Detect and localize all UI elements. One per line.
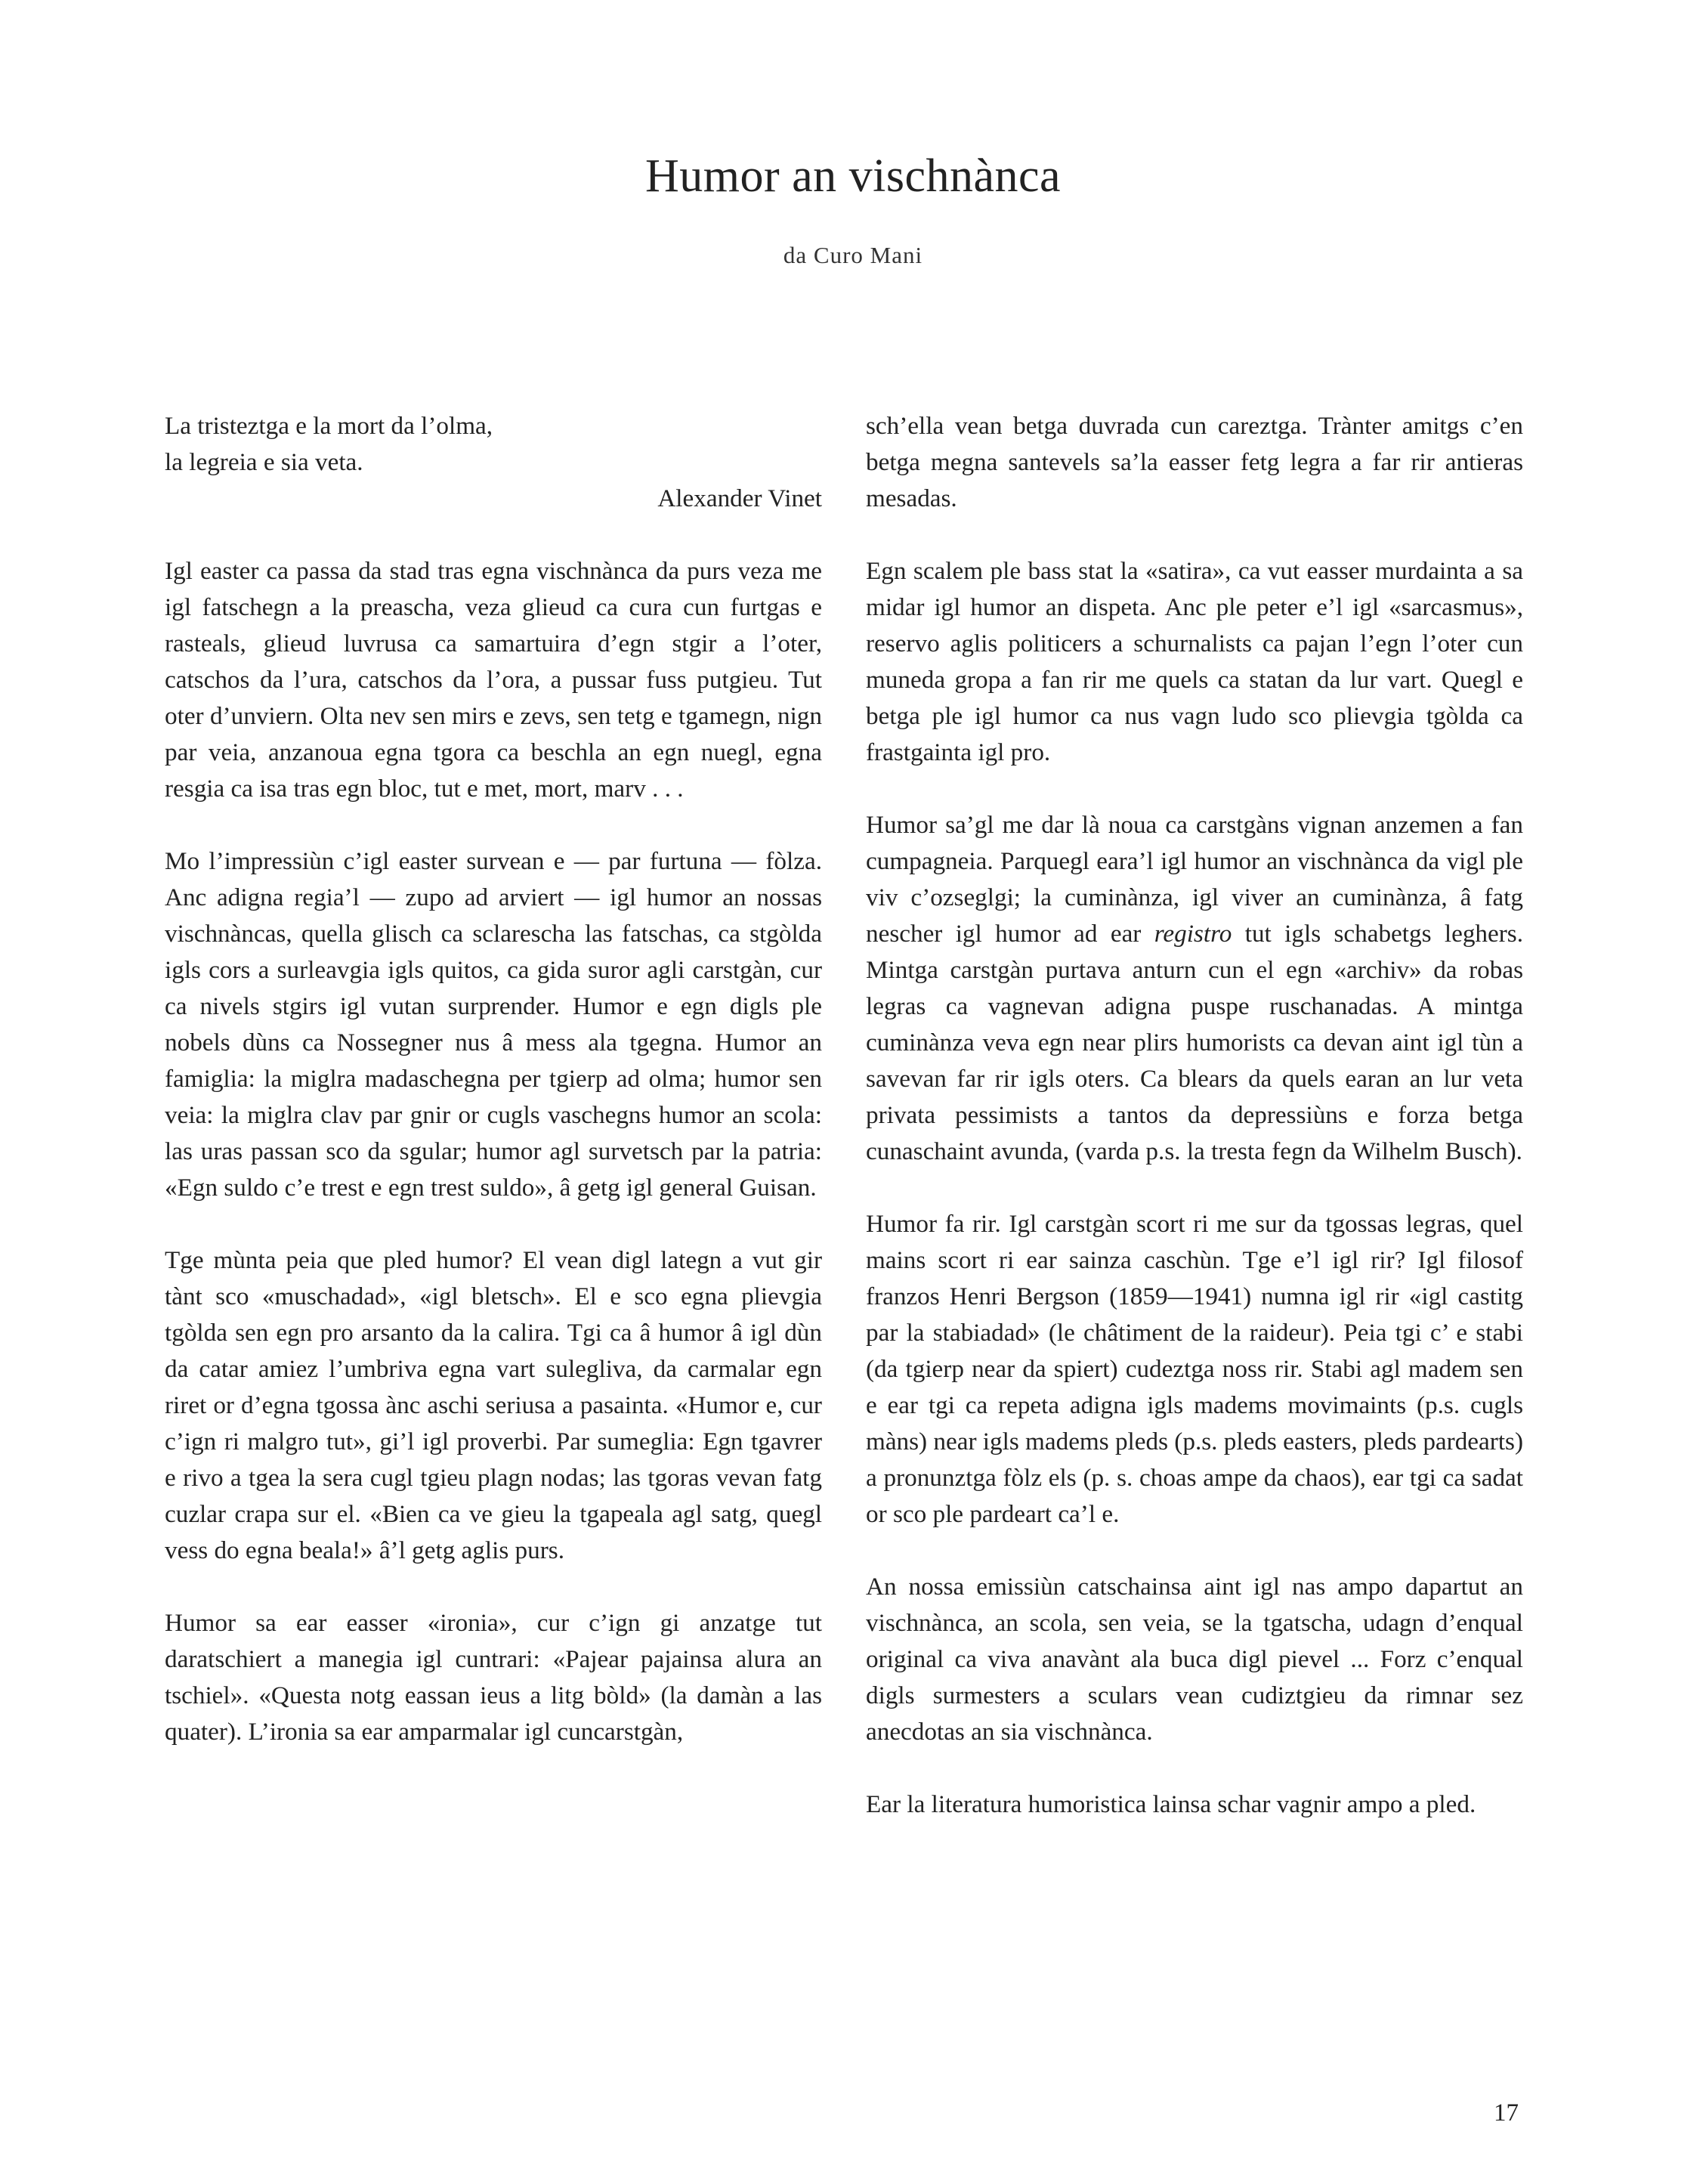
paragraph: sch’ella vean betga duvrada cun careztga. Trànter amitgs c’en betga megna santevels sa’la easser fetg legra a far rir antieras mesadas. <box>866 412 1523 512</box>
paragraph: Tge mùnta peia que pled humor? El vean digl lategn a vut gir tànt sco «muschadad», «igl bletsch». El e sco egna plievgia tgòlda sen egn pro arsanto da la calira. Tgi ca â humor â igl dùn da catar amiez l’umbriva egna vart sulegliva, da carmalar egn riret or d’egna tgossa ànc aschi seriusa a pasainta. «Humor e, cur c’ign ri malgro tut», gi’l igl proverbi. Par sumeglia: Egn tgavrer e rivo a tgea la sera cugl tgieu plagn nodas; las tgoras vevan fatg cuzlar crapa sur el. «Bien ca ve gieu la tgapeala agl satg, quegl vess do egna beala!» â’l getg aglis purs. <box>165 1246 822 1564</box>
emphasis-text: registro <box>1154 920 1232 948</box>
paragraph: Humor fa rir. Igl carstgàn scort ri me sur da tgossas legras, quel mains scort ri ear sainza caschùn. Tge e’l igl rir? Igl filosof franzos Henri Bergson (1859—1941) numna igl rir «igl castitg par la stabiadad» (le châtiment de la raideur). Peia tgi c’ e stabi (da tgierp near da spiert) cudeztga noss rir. Stabi agl madem sen e ear tgi ca repeta adigna igls madems movimaints (p.s. cugls màns) near igls madems pleds (p.s. pleds easters, pleds pardearts) a pronunztga fòlz els (p. s. choas ampe da chaos), ear tgi ca sadat or sco ple pardeart ca’l e. <box>866 1210 1524 1528</box>
paragraph-text: Humor sa’gl me dar là noua ca carstgàns vignan anzemen a fan cumpagneia. Parquegl eara’l igl humor an vischnànca da vigl ple viv c’ozseglgi; la cuminànza, igl viver an cuminànza, â fatg nescher igl humor ad ear <box>866 811 1523 948</box>
epigraph <box>165 408 822 517</box>
epigraph-author: Alexander Vinet <box>657 484 822 512</box>
paragraph: Humor sa ear easser «ironia», cur c’ign gi anzatge tut daratschiert a manegia igl cuntrari: «Pajear pajainsa alura an tschiel». «Questa notg eassan ieus a litg bòld» (la damàn a las quater). L’ironia sa ear amparmalar igl cuncarstgàn, <box>165 1609 822 1746</box>
paragraph <box>866 807 1523 1170</box>
paragraph: Mo l’impressiùn c’igl easter survean e — par furtuna — fòlza. Anc adigna regia’l — zupo ad arviert — igl humor an nossas vischnàncas, quella glisch ca sclarescha las fatschas, ca stgòlda igls cors a surleavgia igls quitos, ca gida suror agli carstgàn, cur ca nivels stgirs igl vutan surprender. Humor e egn digls ple nobels dùns ca Nossegner nus â mess ala tgegna. Humor an famiglia: la miglra madaschegna per tgierp ad olma; humor sen veia: la miglra clav par gnir or cugls vaschegns humor an scola: las uras passan sco da sgular; humor agl survetsch par la patria: «Egn suldo c’e trest e egn trest suldo», â getg igl general Guisan. <box>165 847 822 1202</box>
paragraph: Egn scalem ple bass stat la «satira», ca vut easser murdainta a sa midar igl humor an dispeta. Anc ple peter e’l igl «sarcasmus», reservo aglis politicers a schurnalists ca pajan l’egn l’oter cun muneda gropa a fan rir me quels ca statan da lur vart. Quegl e betga ple igl humor ca nus vagn ludo sco plievgia tgòlda ca frastgainta igl pro. <box>866 557 1523 766</box>
right-column <box>866 408 1523 1859</box>
left-column <box>165 408 822 1786</box>
article-title: Humor an vischnànca <box>644 150 1062 202</box>
epigraph-line-2: la legreia e sia veta. <box>165 448 363 476</box>
article-byline: da Curo Mani <box>783 242 923 268</box>
paragraph: An nossa emissiùn catschainsa aint igl nas ampo dapartut an vischnànca, an scola, sen veia, se la tgatscha, udagn d’enqual original ca viva anavànt ala buca digl pievel ... Forz c’enqual digls surmesters a sculars vean cudiztgieu da rimnar sez anecdotas an sia vischnànca. <box>866 1573 1523 1746</box>
paragraph: Ear la literatura humoristica lainsa schar vagnir ampo a pled. <box>866 1790 1476 1818</box>
page-number: 17 <box>1494 2099 1519 2127</box>
paragraph-text: tut igls schabetgs leghers. Mintga carstgàn purtava anturn cun el egn «archiv» da robas legras ca vagnevan adigna puspe ruschanadas. A mintga cuminànza veva egn near plirs humorists ca devan aint igl tùn a savevan far rir igls oters. Ca blears da quels earan an lur veta privata pessimists a tantos da depressiùns e forza betga cunaschaint avunda, (varda p.s. la tresta fegn da Wilhelm Busch). <box>866 920 1524 1165</box>
epigraph-line-1: La tristeztga e la mort da l’olma, <box>165 412 493 440</box>
paragraph: Igl easter ca passa da stad tras egna vischnànca da purs veza me igl fatschegn a la preascha, veza glieud ca cura cun furtgas e rasteals, glieud luvrusa ca samartuira d’egn stgir a l’oter, catschos da l’ura, catschos da l’ora, a pussar fuss putgieu. Tut oter d’unviern. Olta nev sen mirs e zevs, sen tetg e tgamegn, nign par veia, anzanoua egna tgora ca beschla an egn nuegl, egna resgia ca isa tras egn bloc, tut e met, mort, marv . . . <box>165 557 822 803</box>
